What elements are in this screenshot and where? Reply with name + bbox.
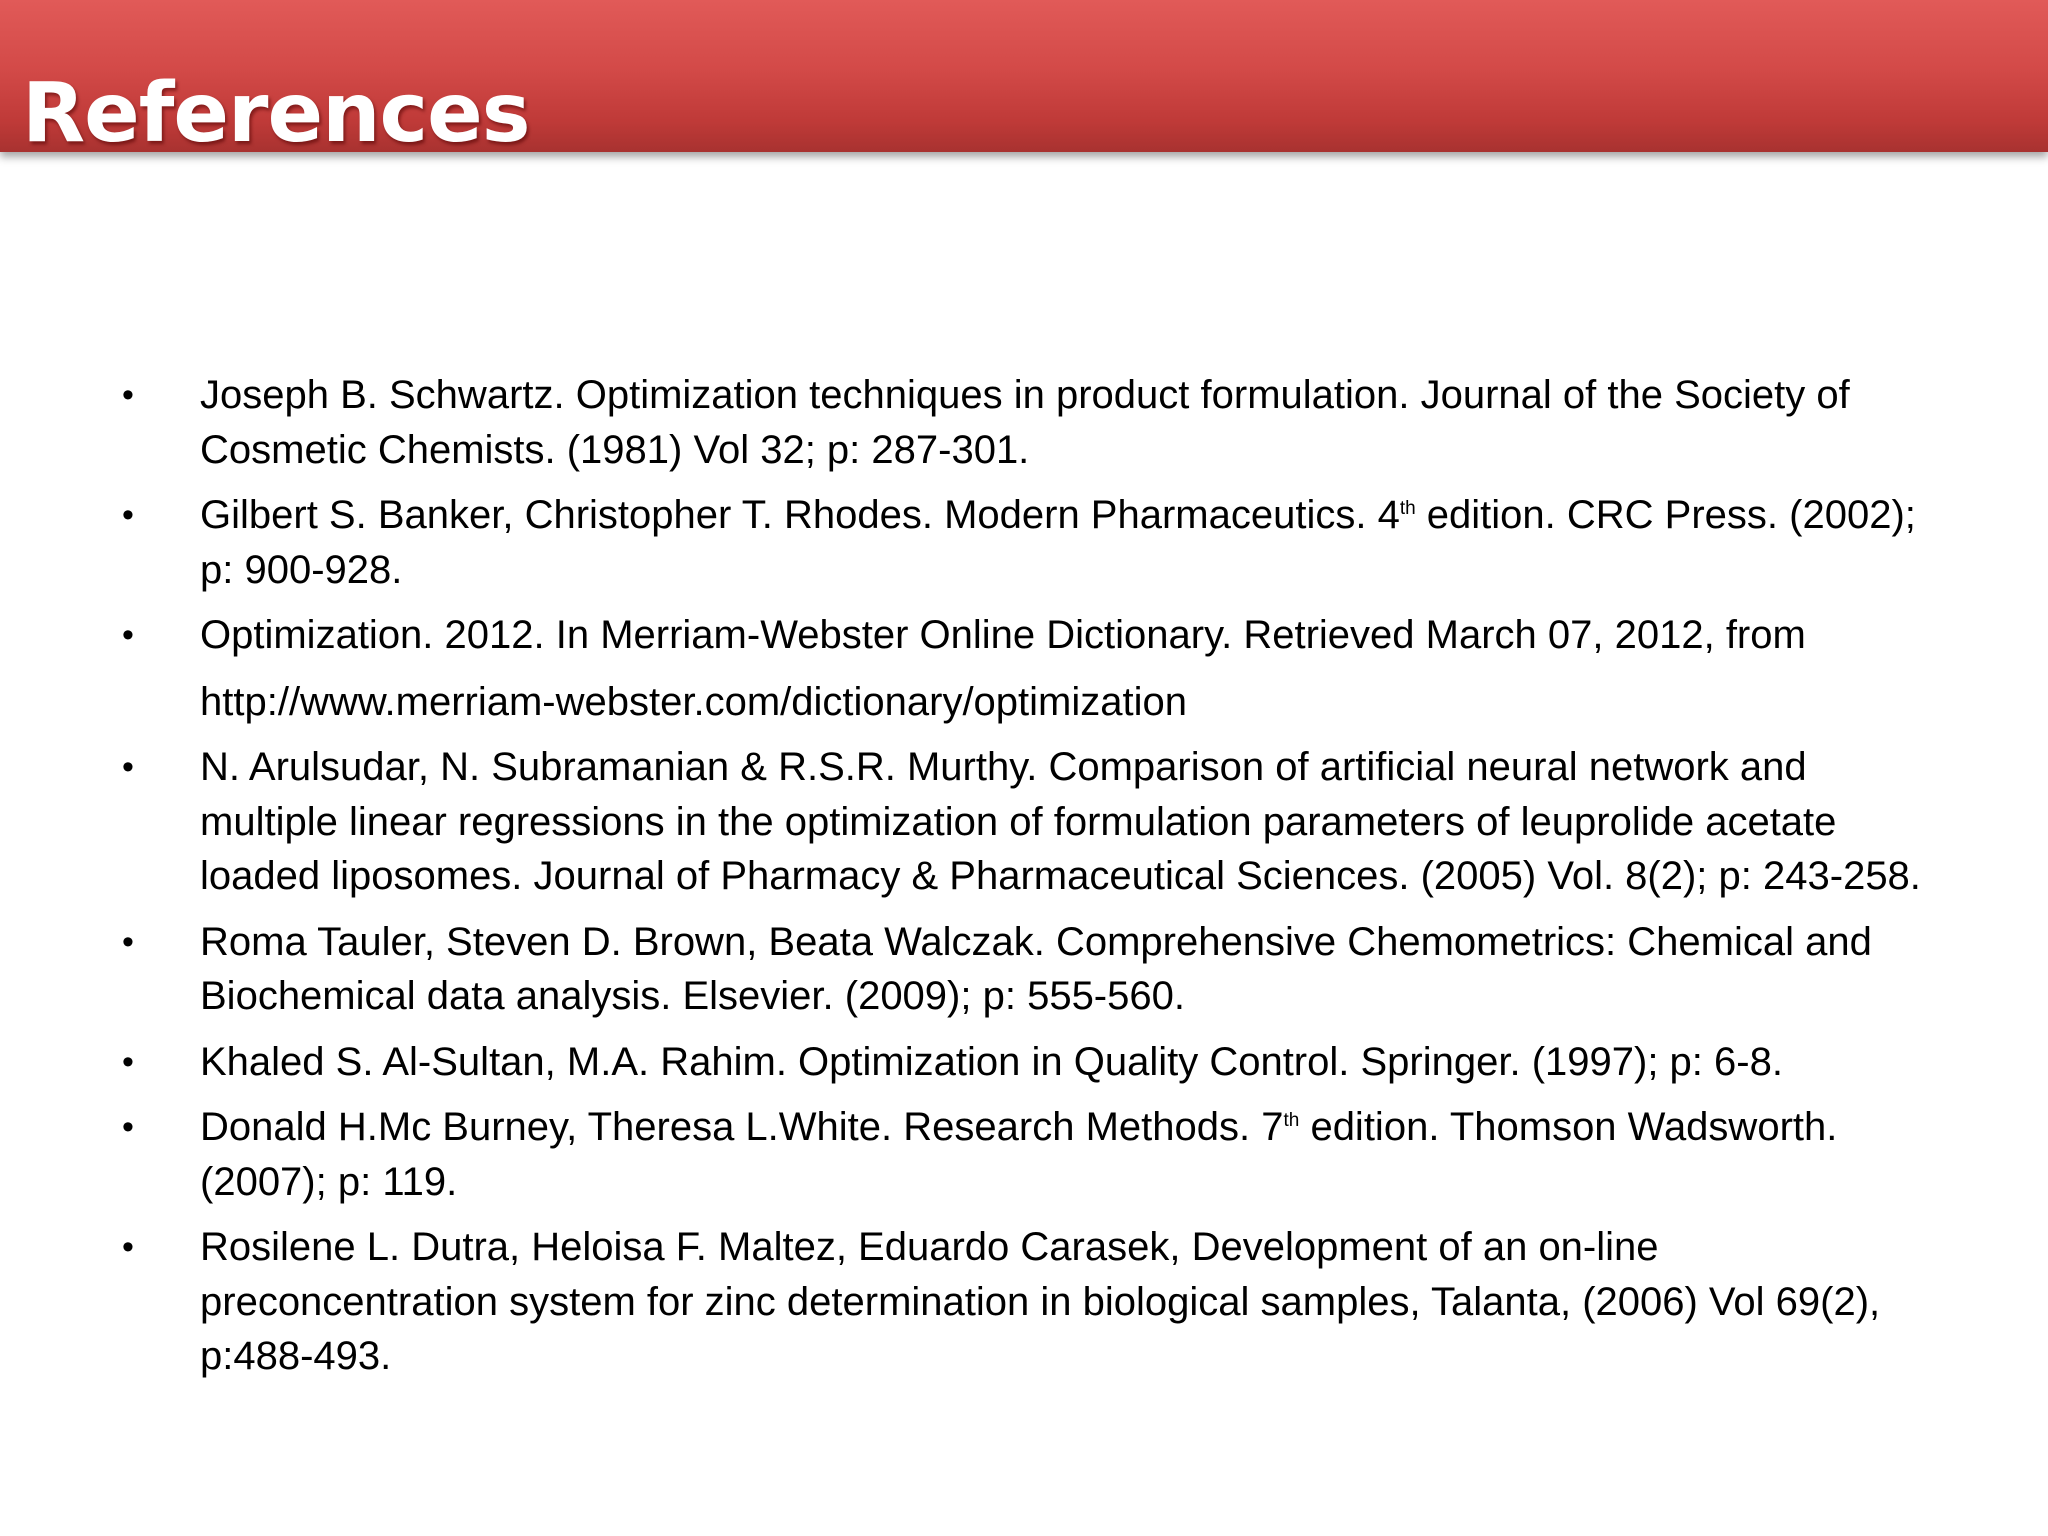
bullet-icon: • [122, 748, 134, 786]
reference-text: Joseph B. Schwartz. Optimization techniques in product formulation. Journal of the Society of Cosmetic Chemists. (1981) Vol 32; p: 287-301. [200, 373, 1850, 472]
title-bar [0, 0, 2048, 161]
reference-url[interactable]: http://www.merriam-webster.com/dictionary/optimization [200, 679, 1187, 724]
reference-item-7 [0, 1100, 1940, 1209]
reference-text: Optimization. 2012. In Merriam-Webster Online Dictionary. Retrieved March 07, 2012, from [200, 613, 1806, 657]
reference-item-5 [0, 915, 1940, 1024]
bullet-icon: • [122, 1042, 134, 1081]
reference-text-part: Gilbert S. Banker, Christopher T. Rhodes. Modern Pharmaceutics. 4 [200, 493, 1400, 537]
reference-list [0, 368, 2048, 1395]
reference-item-4 [0, 740, 1940, 904]
reference-text [200, 493, 1916, 592]
superscript: th [1399, 498, 1416, 519]
reference-text-part: edition. Thomson Wadsworth. (2007); p: 119. [200, 1105, 1838, 1204]
bullet-icon: • [122, 376, 134, 414]
bullet-icon: • [122, 496, 134, 534]
bullet-icon: • [122, 922, 134, 961]
reference-item-3 [0, 608, 1940, 729]
reference-item-1 [0, 368, 1940, 477]
bullet-icon: • [122, 1108, 134, 1146]
reference-item-6 [0, 1035, 1940, 1090]
reference-text: Rosilene L. Dutra, Heloisa F. Maltez, Eduardo Carasek, Development of an on-line preconcentration system for zinc determination in biological samples, Talanta, (2006) Vol 69(2), p:488-493. [200, 1225, 1881, 1378]
reference-item-2 [0, 488, 1940, 597]
slide-title: References [22, 66, 530, 161]
bullet-icon: • [122, 1228, 134, 1266]
superscript: th [1283, 1110, 1300, 1131]
reference-text [200, 1105, 1837, 1204]
reference-text: N. Arulsudar, N. Subramanian & R.S.R. Murthy. Comparison of artificial neural network and multiple linear regressions in the optimization of formulation parameters of leuprolide acetate loaded liposomes. Journal of Pharmacy & Pharmaceutical Sciences. (2005) Vol. 8(2); p: 243-258. [200, 745, 1921, 898]
reference-text-part: edition. CRC Press. (2002); p: 900-928. [200, 493, 1916, 592]
reference-text-part: Donald H.Mc Burney, Theresa L.White. Research Methods. 7 [200, 1105, 1284, 1149]
reference-text: Roma Tauler, Steven D. Brown, Beata Walczak. Comprehensive Chemometrics: Chemical and Biochemical data analysis. Elsevier. (2009); p: 555-560. [200, 919, 1872, 1018]
bullet-icon: • [122, 616, 134, 654]
reference-text: Khaled S. Al-Sultan, M.A. Rahim. Optimization in Quality Control. Springer. (1997); p: 6-8. [200, 1039, 1783, 1084]
reference-item-8 [0, 1220, 1940, 1384]
